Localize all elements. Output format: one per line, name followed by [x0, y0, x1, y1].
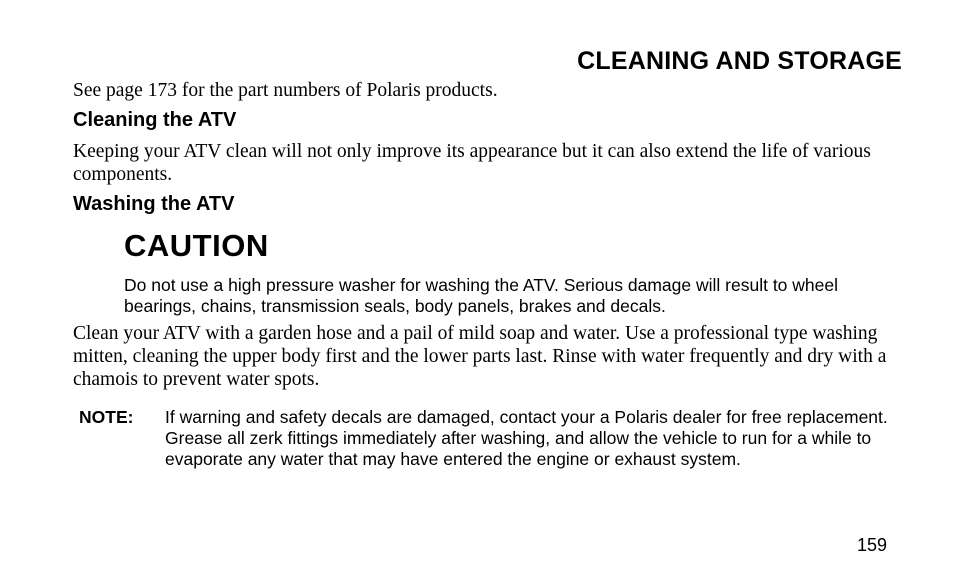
cleaning-paragraph: Keeping your ATV clean will not only improve its appearance but it can also extend the life of various components.	[73, 141, 871, 185]
section-title: CLEANING AND STORAGE	[577, 47, 902, 75]
cleaning-heading: Cleaning the ATV	[73, 109, 237, 131]
note-label: NOTE:	[79, 407, 134, 427]
washing-paragraph: Clean your ATV with a garden hose and a pail of mild soap and water. Use a professional type washing mitten, cleaning the upper body first and the lower parts last. Rinse with water frequently and dry with a chamois to prevent water spots.	[73, 323, 887, 390]
intro-text: See page 173 for the part numbers of Polaris products.	[73, 80, 498, 101]
caution-text: Do not use a high pressure washer for washing the ATV. Serious damage will result to wheel bearings, chains, transmission seals, body panels, brakes and decals.	[124, 275, 838, 316]
caution-title: CAUTION	[124, 228, 269, 263]
note-text: If warning and safety decals are damaged, contact your a Polaris dealer for free replacement. Grease all zerk fittings immediately after washing, and allow the vehicle to run for a while to evaporate any water that may have entered the engine or exhaust system.	[165, 407, 888, 469]
page-number: 159	[856, 535, 887, 555]
washing-heading: Washing the ATV	[73, 193, 235, 215]
